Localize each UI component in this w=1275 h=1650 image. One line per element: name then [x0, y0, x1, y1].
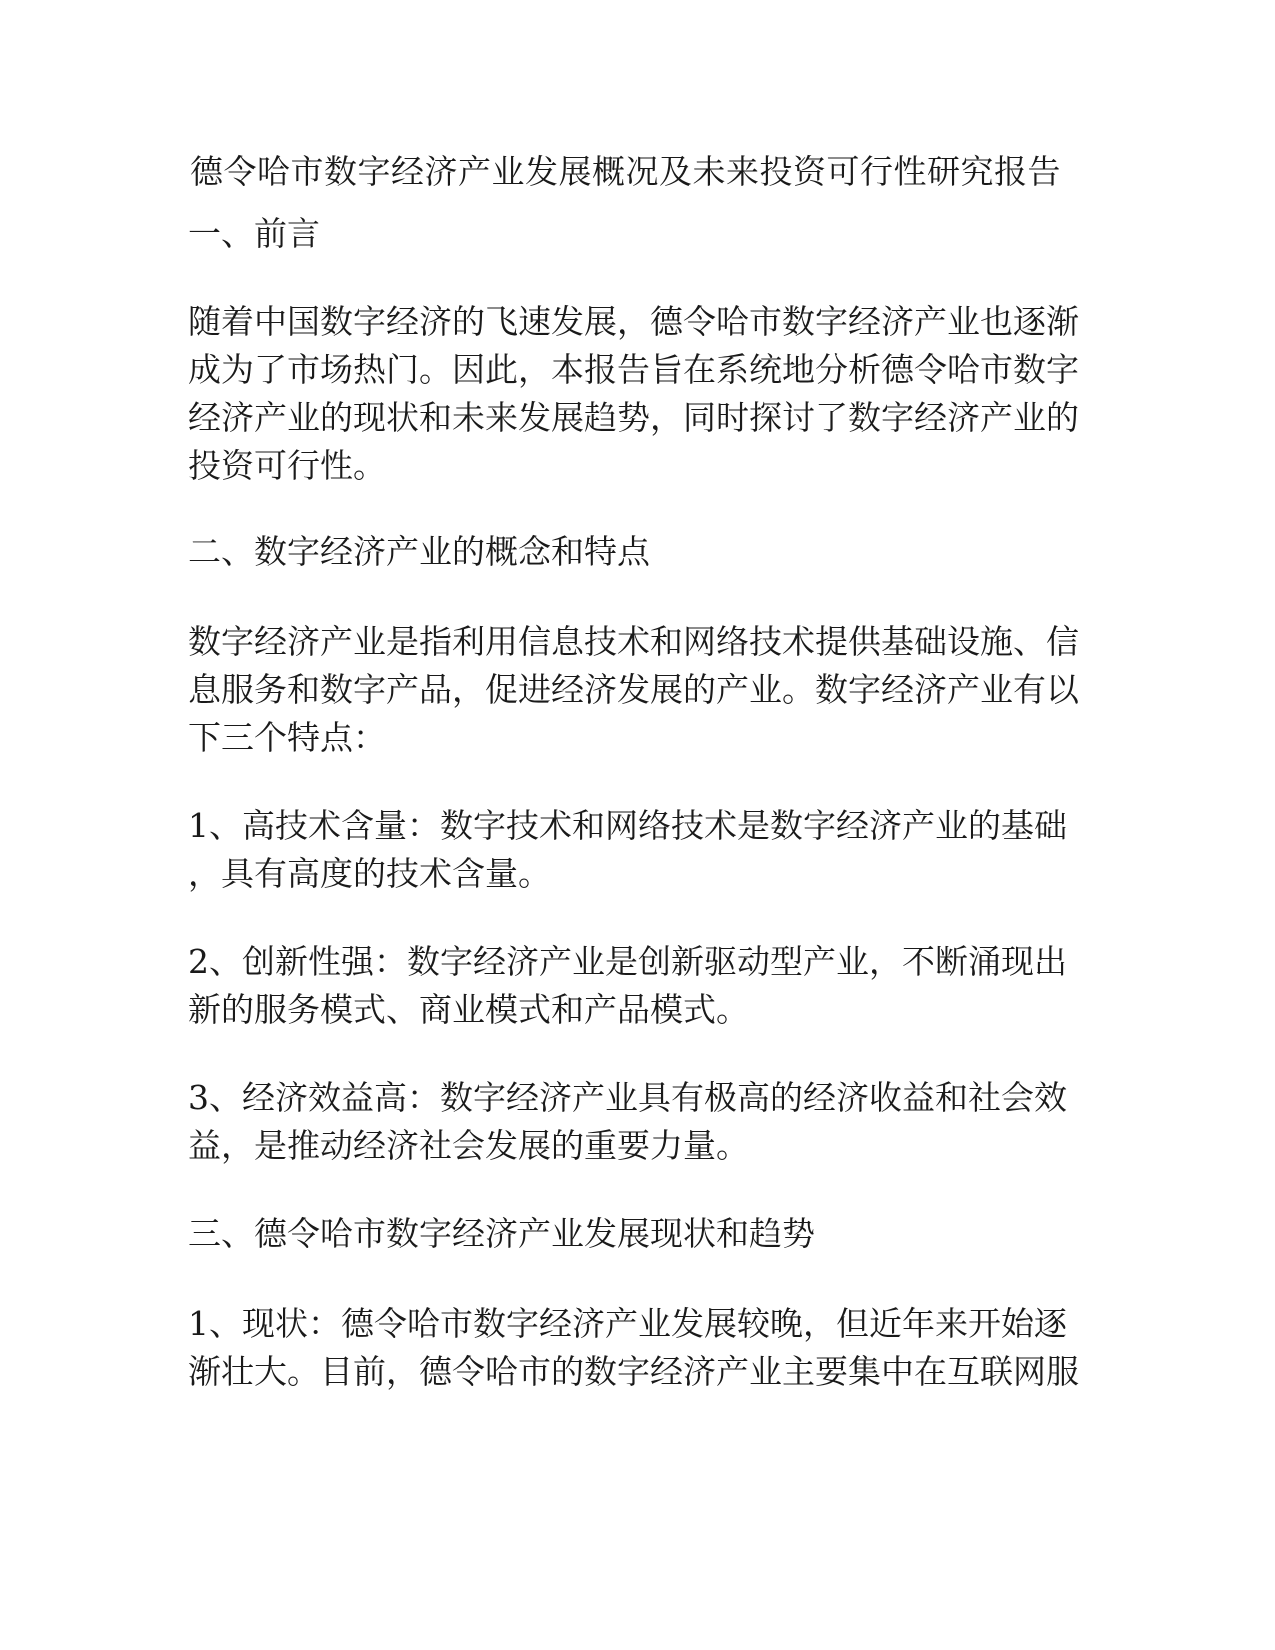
paragraph-line: 息服务和数字产品，促进经济发展的产业。数字经济产业有以	[188, 670, 1079, 709]
section-heading-concept: 二、数字经济产业的概念和特点	[188, 532, 650, 571]
document-title: 德令哈市数字经济产业发展概况及未来投资可行性研究报告	[190, 152, 1061, 191]
paragraph-line: ，具有高度的技术含量。	[188, 854, 551, 893]
paragraph-feature-1	[188, 802, 1088, 898]
paragraph-line: 随着中国数字经济的飞速发展，德令哈市数字经济产业也逐渐	[188, 302, 1079, 341]
paragraph-preface	[188, 298, 1088, 490]
paragraph-line: 新的服务模式、商业模式和产品模式。	[188, 990, 749, 1029]
paragraph-line: 渐壮大。目前，德令哈市的数字经济产业主要集中在互联网服	[188, 1352, 1079, 1391]
paragraph-line: 投资可行性。	[188, 446, 386, 485]
paragraph-line: 3、经济效益高：数字经济产业具有极高的经济收益和社会效	[188, 1078, 1067, 1117]
paragraph-feature-3	[188, 1074, 1088, 1170]
paragraph-line: 1、现状：德令哈市数字经济产业发展较晚，但近年来开始逐	[188, 1304, 1067, 1343]
paragraph-line: 1、高技术含量：数字技术和网络技术是数字经济产业的基础	[188, 806, 1067, 845]
paragraph-line: 数字经济产业是指利用信息技术和网络技术提供基础设施、信	[188, 622, 1079, 661]
paragraph-line: 下三个特点：	[188, 718, 386, 757]
section-heading-status: 三、德令哈市数字经济产业发展现状和趋势	[188, 1214, 815, 1253]
paragraph-line: 经济产业的现状和未来发展趋势，同时探讨了数字经济产业的	[188, 398, 1079, 437]
paragraph-line: 益，是推动经济社会发展的重要力量。	[188, 1126, 749, 1165]
paragraph-line: 成为了市场热门。因此，本报告旨在系统地分析德令哈市数字	[188, 350, 1079, 389]
paragraph-status-1	[188, 1300, 1088, 1396]
paragraph-line: 2、创新性强：数字经济产业是创新驱动型产业，不断涌现出	[188, 942, 1067, 981]
section-heading-preface: 一、前言	[188, 214, 320, 253]
paragraph-feature-2	[188, 938, 1088, 1034]
paragraph-concept-intro	[188, 618, 1088, 762]
